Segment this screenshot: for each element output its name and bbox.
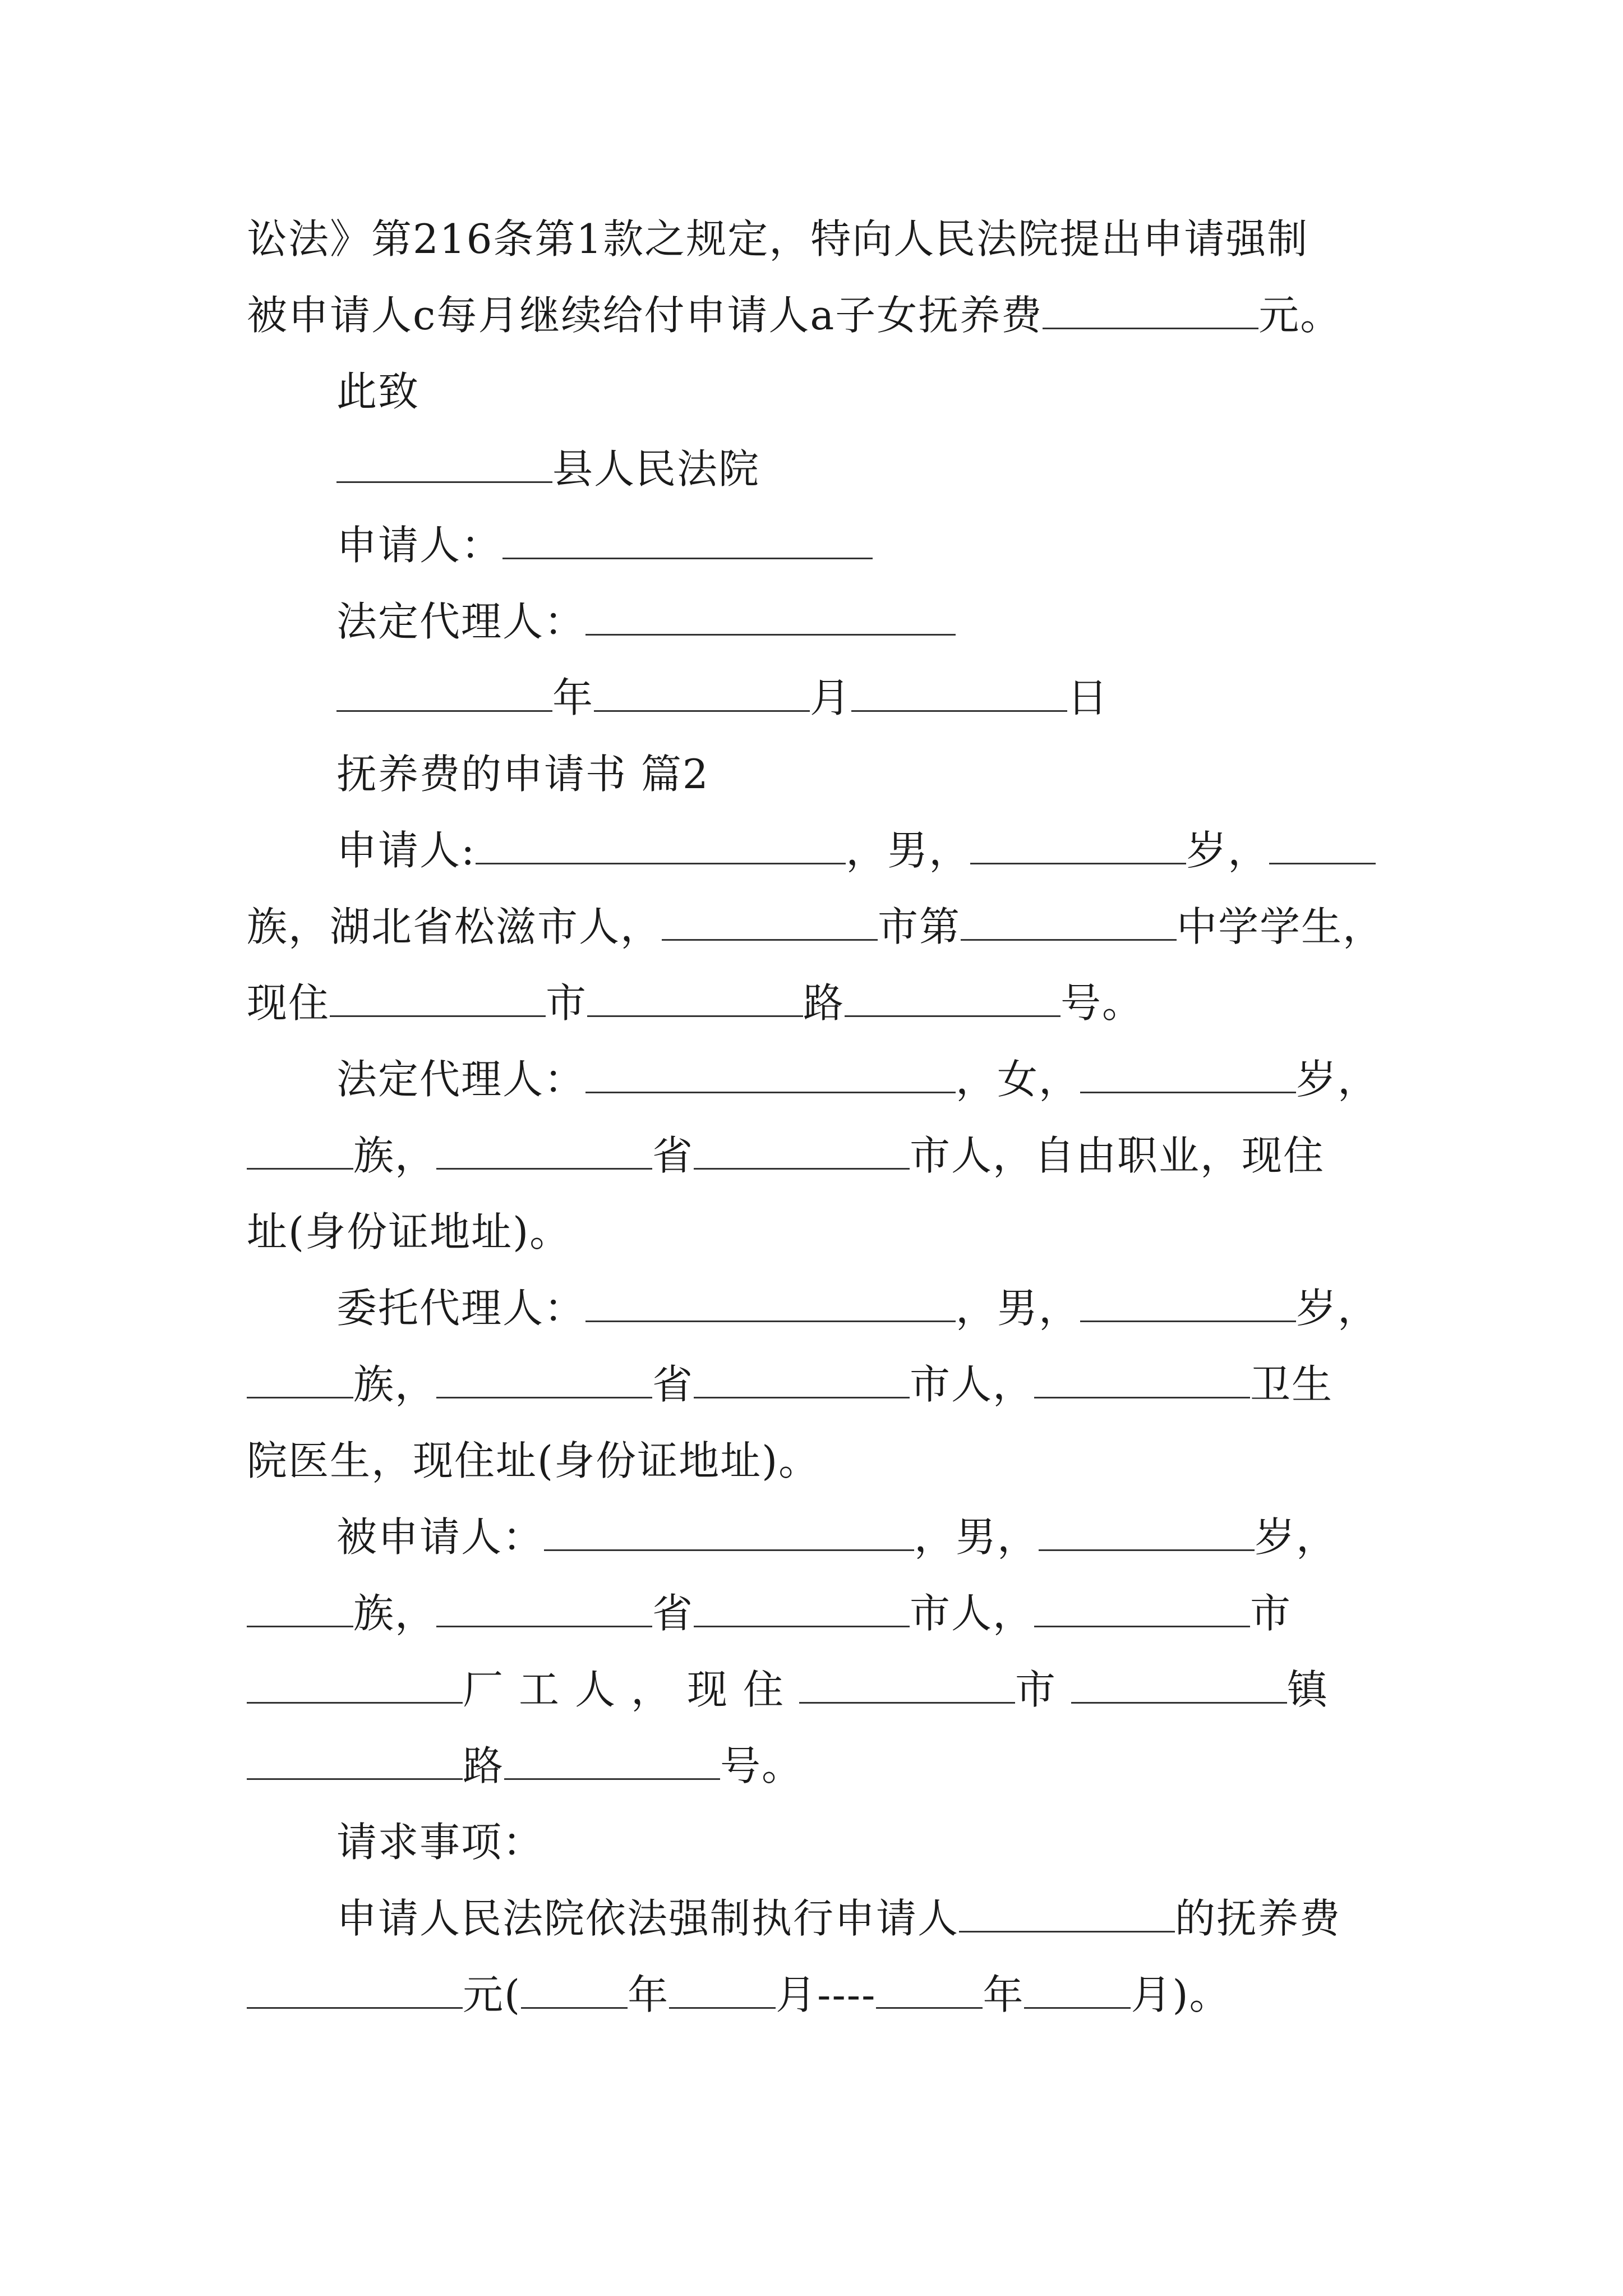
text-line: 族， 省 市人， 市 [247,1586,1385,1640]
blank-field [247,1362,353,1398]
blank-field [336,447,552,483]
blank-field [1024,1972,1131,2009]
blank-field [1071,1667,1287,1704]
text-line: 被申请人： ，男， 岁， [336,1513,1338,1561]
blank-field [436,1133,652,1170]
blank-field [970,828,1186,864]
blank-field [585,599,956,636]
blank-field [585,1286,956,1322]
blank-field [876,1972,983,2009]
blank-field [436,1362,652,1398]
text-line: 院医生，现住址(身份证地址)。 [247,1437,820,1484]
blank-field [502,523,873,559]
blank-field [851,675,1067,712]
blank-field [504,1743,720,1780]
text-line: 路 号。 [247,1739,1385,1793]
blank-field [669,1972,776,2009]
text-line: 申请人: ，男， 岁， [336,823,1385,877]
section-heading: 抚养费的申请书 篇2 [336,751,709,798]
blank-field [521,1972,628,2009]
blank-field [585,1057,956,1093]
blank-field [845,981,1061,1017]
blank-field [330,981,546,1017]
blank-field [336,675,552,712]
blank-field [1080,1286,1296,1322]
blank-field [1043,293,1258,329]
text-line: 县人民法院 [336,442,1385,496]
blank-field [961,904,1177,941]
text-line: 元( 年 月---- 年 月)。 [247,1968,1385,2022]
text-line: 现住 市 路 号。 [247,979,1144,1027]
text-line: 被申请人c每月继续给付申请人a子女抚养费 元。 [247,292,1342,339]
blank-field [959,1896,1175,1932]
text-line: 族，湖北省松滋市人， 市第 中学学生， [247,903,1385,950]
blank-field [247,1591,353,1627]
text-line: 址(身份证地址)。 [247,1208,571,1255]
blank-field [662,904,878,941]
text-line: 厂工人，现住 市 镇 [247,1663,1385,1717]
blank-field [694,1133,910,1170]
blank-field [476,828,846,864]
blank-field [694,1362,910,1398]
blank-field [1039,1515,1255,1551]
blank-field [247,1133,353,1170]
text-line: 族， 省 市人， 卫生 [247,1358,1385,1411]
text-line: 委托代理人： ，男， 岁， [336,1285,1380,1332]
text-line: 请求事项： [336,1819,545,1866]
blank-field [247,1743,463,1780]
text-line: 申请人民法院依法强制执行申请人 的抚养费 [336,1895,1341,1942]
text-line: 族， 省 市人，自由职业，现住 [247,1129,1385,1182]
blank-field [694,1591,910,1627]
blank-field [436,1591,652,1627]
blank-field [247,1667,463,1704]
text-line: 讼法》第216条第1款之规定，特向人民法院提出申请强制 [247,215,1309,263]
text-line: 法定代理人： ，女， 岁， [336,1056,1380,1103]
blank-field [1269,828,1376,864]
blank-field [1034,1591,1250,1627]
text-line: 此致 [336,368,420,415]
blank-field [1034,1362,1250,1398]
blank-field [587,981,803,1017]
blank-field [1080,1057,1296,1093]
blank-field [247,1972,463,2009]
text-line: 年 月 日 [336,671,1385,725]
blank-field [799,1667,1015,1704]
text-line: 法定代理人： [336,595,1385,648]
text-line: 申请人： [336,518,1385,572]
blank-field [544,1515,914,1551]
blank-field [594,675,810,712]
